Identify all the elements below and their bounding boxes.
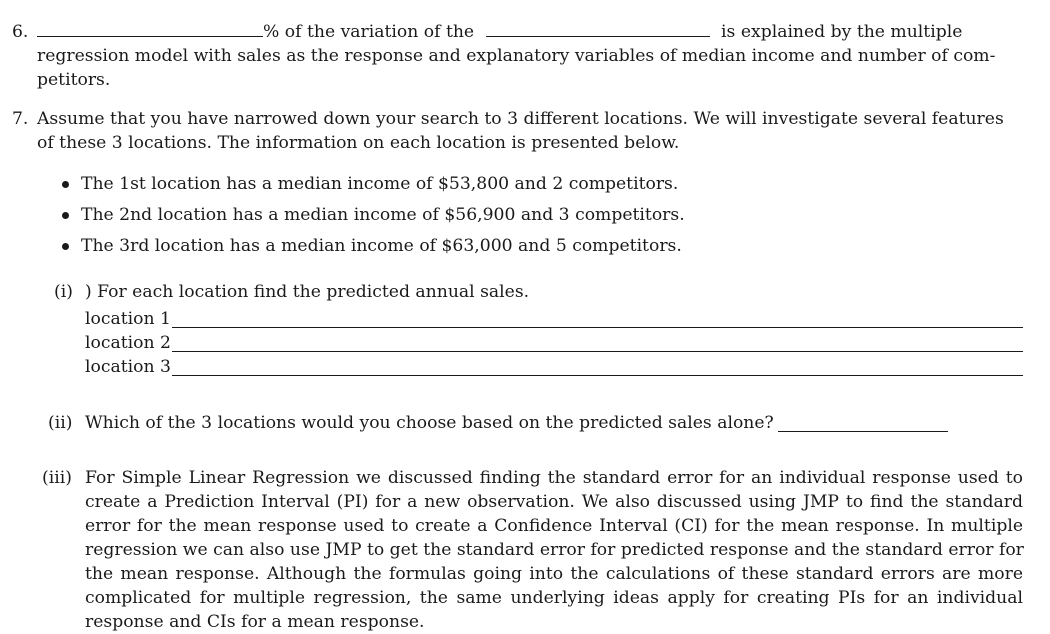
q7-number: 7. <box>12 109 29 129</box>
part-iii-line-1: For Simple Linear Regression we discussed finding the standard error for an individual response used to <box>85 468 1023 488</box>
part-iii-line-2: create a Prediction Interval (PI) for a new observation. We also discussed using JMP to find the standard <box>85 492 1023 512</box>
q6-line1 <box>37 20 997 44</box>
location-1-label: location 1 <box>85 309 171 329</box>
part-iii-label: (iii) <box>42 468 72 488</box>
part-iii-line-4: regression we can also use JMP to get the standard error for predicted response and the standard error for <box>85 540 1024 560</box>
q6-line1-tail: is explained by the multiple <box>721 22 963 42</box>
q6-variable-blank[interactable] <box>486 20 710 37</box>
bullet-location-2: The 2nd location has a median income of $56,900 and 3 competitors. <box>81 205 685 225</box>
part-iii-line-3: error for the mean response used to create a Confidence Interval (CI) for the mean response. In multiple <box>85 516 1023 536</box>
location-2-answer-line[interactable] <box>172 351 1023 352</box>
location-1-answer-line[interactable] <box>172 327 1023 328</box>
part-iii-line-6: complicated for multiple regression, the same underlying ideas apply for creating PIs for an individual <box>85 588 1023 608</box>
bullet-location-1: The 1st location has a median income of $53,800 and 2 competitors. <box>81 174 679 194</box>
bullet-location-3: The 3rd location has a median income of $63,000 and 5 competitors. <box>81 236 682 256</box>
part-i-text: ) For each location find the predicted annual sales. <box>85 282 530 302</box>
part-i-label: (i) <box>54 282 73 302</box>
location-3-label: location 3 <box>85 357 171 377</box>
q6-line3: petitors. <box>37 70 111 90</box>
bullet-dot <box>62 212 69 219</box>
part-iii-line-7: response and CIs for a mean response. <box>85 612 425 632</box>
location-3-answer-line[interactable] <box>172 375 1023 376</box>
part-iii-line-5: the mean response. Although the formulas going into the calculations of these standard errors are more <box>85 564 1023 584</box>
q7-line1: Assume that you have narrowed down your search to 3 different locations. We will investigate several features <box>37 109 1004 129</box>
q6-line2: regression model with sales as the response and explanatory variables of median income and number of com- <box>37 46 996 66</box>
part-ii-answer-line[interactable] <box>778 431 948 432</box>
q6-percent-text: % of the variation of the <box>263 22 475 42</box>
q6-percent-blank[interactable] <box>37 20 263 37</box>
part-ii-text: Which of the 3 locations would you choose based on the predicted sales alone? <box>85 413 774 433</box>
part-ii-label: (ii) <box>48 413 73 433</box>
q6-number: 6. <box>12 22 29 42</box>
bullet-dot <box>62 243 69 250</box>
q7-line2: of these 3 locations. The information on each location is presented below. <box>37 133 680 153</box>
bullet-dot <box>62 181 69 188</box>
location-2-label: location 2 <box>85 333 171 353</box>
